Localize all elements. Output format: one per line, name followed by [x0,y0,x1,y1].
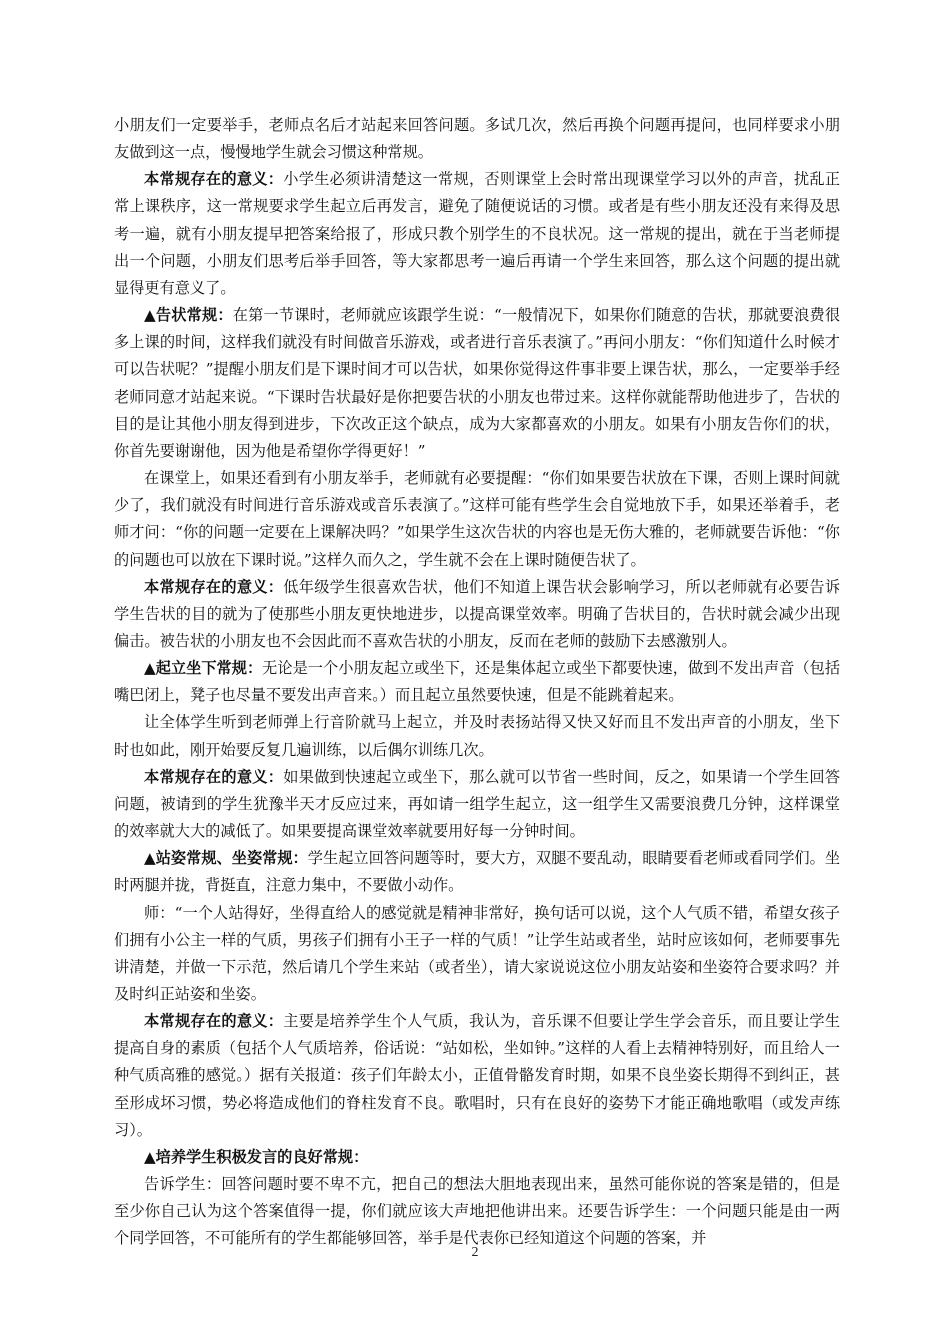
paragraph [114,1008,840,1144]
paragraph [114,465,840,574]
paragraph-heading: ▲起立坐下常规： [144,659,263,678]
paragraph [114,900,840,1009]
paragraph-text: 小朋友们一定要举手，老师点名后才站起来回答问题。多试几次，然后再换个问题再提问，也同样要求小朋友做到这一点，慢慢地学生就会习惯这种常规。 [114,116,840,162]
paragraph-text: 低年级学生很喜欢告状，他们不知道上课告状会影响学习，所以老师就有必要告诉学生告状的目的就为了使那些小朋友更快地进步，以提高课堂效率。明确了告状目的，告状时就会减少出现偏击。被告状的小朋友也不会因此而不喜欢告状的小朋友，反而在老师的鼓励下去感激别人。 [114,577,841,650]
paragraph-heading: ▲培养学生积极发言的良好常规： [144,1147,369,1166]
paragraph-text: 主要是培养学生个人气质，我认为，音乐课不但要让学生学会音乐，而且要让学生提高自身的素质（包括个人气质培养，俗话说：“站如松，坐如钟。”这样的人看上去精神特别好，而且给人一种气质高雅的感觉。）据有关报道：孩子们年龄太小，正值骨骼发育时期，如果不良坐姿长期得不到纠正，甚至形成坏习惯，势必将造成他们的脊柱发育不良。歌唱时，只有在良好的姿势下才能正确地歌唱（或发声练习）。 [114,1012,841,1139]
paragraph-heading: 本常规存在的意义： [144,170,284,189]
paragraph-heading: 本常规存在的意义： [144,1012,284,1031]
paragraph-text: 在课堂上，如果还看到有小朋友举手，老师就有必要提醒：“你们如果要告状放在下课，否则上课时间就少了，我们就没有时间进行音乐游戏或音乐表演了。”这样可能有些学生会自觉地放下手，如果还举着手，老师才问：“你的问题一定要在上课解决吗？”如果学生这次告状的内容也是无伤大雅的，老师就要告诉他：“你的问题也可以放在下课时说。”这样久而久之，学生就不会在上课时随便告状了。 [114,469,840,569]
paragraph-text: 无论是一个小朋友起立或坐下，还是集体起立或坐下都要快速，做到不发出声音（包括嘴巴闭上，凳子也尽量不要发出声音来。）而且起立虽然要快速，但是不能跳着起来。 [114,659,841,705]
paragraph-text: 告诉学生：回答问题时要不卑不亢，把自己的想法大胆地表现出来，虽然可能你说的答案是错的，但是至少你自己认为这个答案值得一提，你们就应该大声地把他讲出来。还要告诉学生：一个问题只能是由一两个同学回答，不可能所有的学生都能够回答，举手是代表你已经知道这个问题的答案，并 [114,1175,840,1248]
paragraph-text: 师：“一个人站得好，坐得直给人的感觉就是精神非常好，换句话可以说，这个人气质不错，希望女孩子们拥有小公主一样的气质，男孩子们拥有小王子一样的气质！”让学生站或者坐，站时应该如何，老师要事先讲清楚，并做一下示范，然后请几个学生来站（或者坐），请大家说说这位小朋友站姿和坐姿符合要求吗？并及时纠正站姿和坐姿。 [114,903,840,1003]
paragraph [114,655,840,709]
paragraph-text: 在第一节课时，老师就应该跟学生说：“一般情况下，如果你们随意的告状，那就要浪费很多上课的时间，这样我们就没有时间做音乐游戏，或者进行音乐表演了。”再问小朋友：“你们知道什么时候才可以告状呢？”提醒小朋友们是下课时间才可以告状，如果你觉得这件事非要上课告状，那么，一定要举手经老师同意才站起来说。“下课时告状最好是你把要告状的小朋友也带过来。这样你就能帮助他进步了，告状的目的是让其他小朋友得到进步，下次改正这个缺点，成为大家都喜欢的小朋友。如果有小朋友告你们的状，你首先要谢谢他，因为他是希望你学得更好！” [114,306,841,460]
paragraph-text: 小学生必须讲清楚这一常规，否则课堂上会时常出现课堂学习以外的声音，扰乱正常上课秩序，这一常规要求学生起立后再发言，避免了随便说话的习惯。或者是有些小朋友还没有来得及思考一遍，就有小朋友提早把答案给报了，形成只教个别学生的不良状况。这一常规的提出，就在于当老师提出一个问题，小朋友们思考后举手回答，等大家都思考一遍后再请一个学生来回答，那么这个问题的提出就显得更有意义了。 [114,170,841,297]
paragraph-heading: 本常规存在的意义： [144,577,284,596]
paragraph [114,302,840,465]
page-number: 2 [471,1245,479,1260]
paragraph [114,709,840,763]
paragraph-heading: 本常规存在的意义： [144,767,284,786]
paragraph-text: 如果做到快速起立或坐下，那么就可以节省一些时间，反之，如果请一个学生回答问题，被请到的学生犹豫半天才反应过来，再如请一组学生起立，这一组学生又需要浪费几分钟，这样课堂的效率就大大的减低了。如果要提高课堂效率就要用好每一分钟时间。 [114,767,841,841]
paragraph-text: 让全体学生听到老师弹上行音阶就马上起立，并及时表扬站得又快又好而且不发出声音的小朋友，坐下时也如此，刚开始要反复几遍训练，以后偶尔训练几次。 [114,713,840,759]
paragraph-heading: ▲告状常规： [144,306,233,325]
paragraph [114,1171,840,1252]
paragraph-heading: ▲站姿常规、坐姿常规： [144,849,308,868]
paragraph [114,845,840,899]
paragraph-text: 学生起立回答问题等时，要大方，双腿不要乱动，眼睛要看老师或看同学们。坐时两腿并拢，背挺直，注意力集中，不要做小动作。 [114,849,841,895]
paragraph [114,574,840,655]
paragraph [114,764,840,845]
document-body [114,112,840,1253]
paragraph [114,1144,840,1171]
paragraph [114,166,840,302]
paragraph [114,112,840,166]
